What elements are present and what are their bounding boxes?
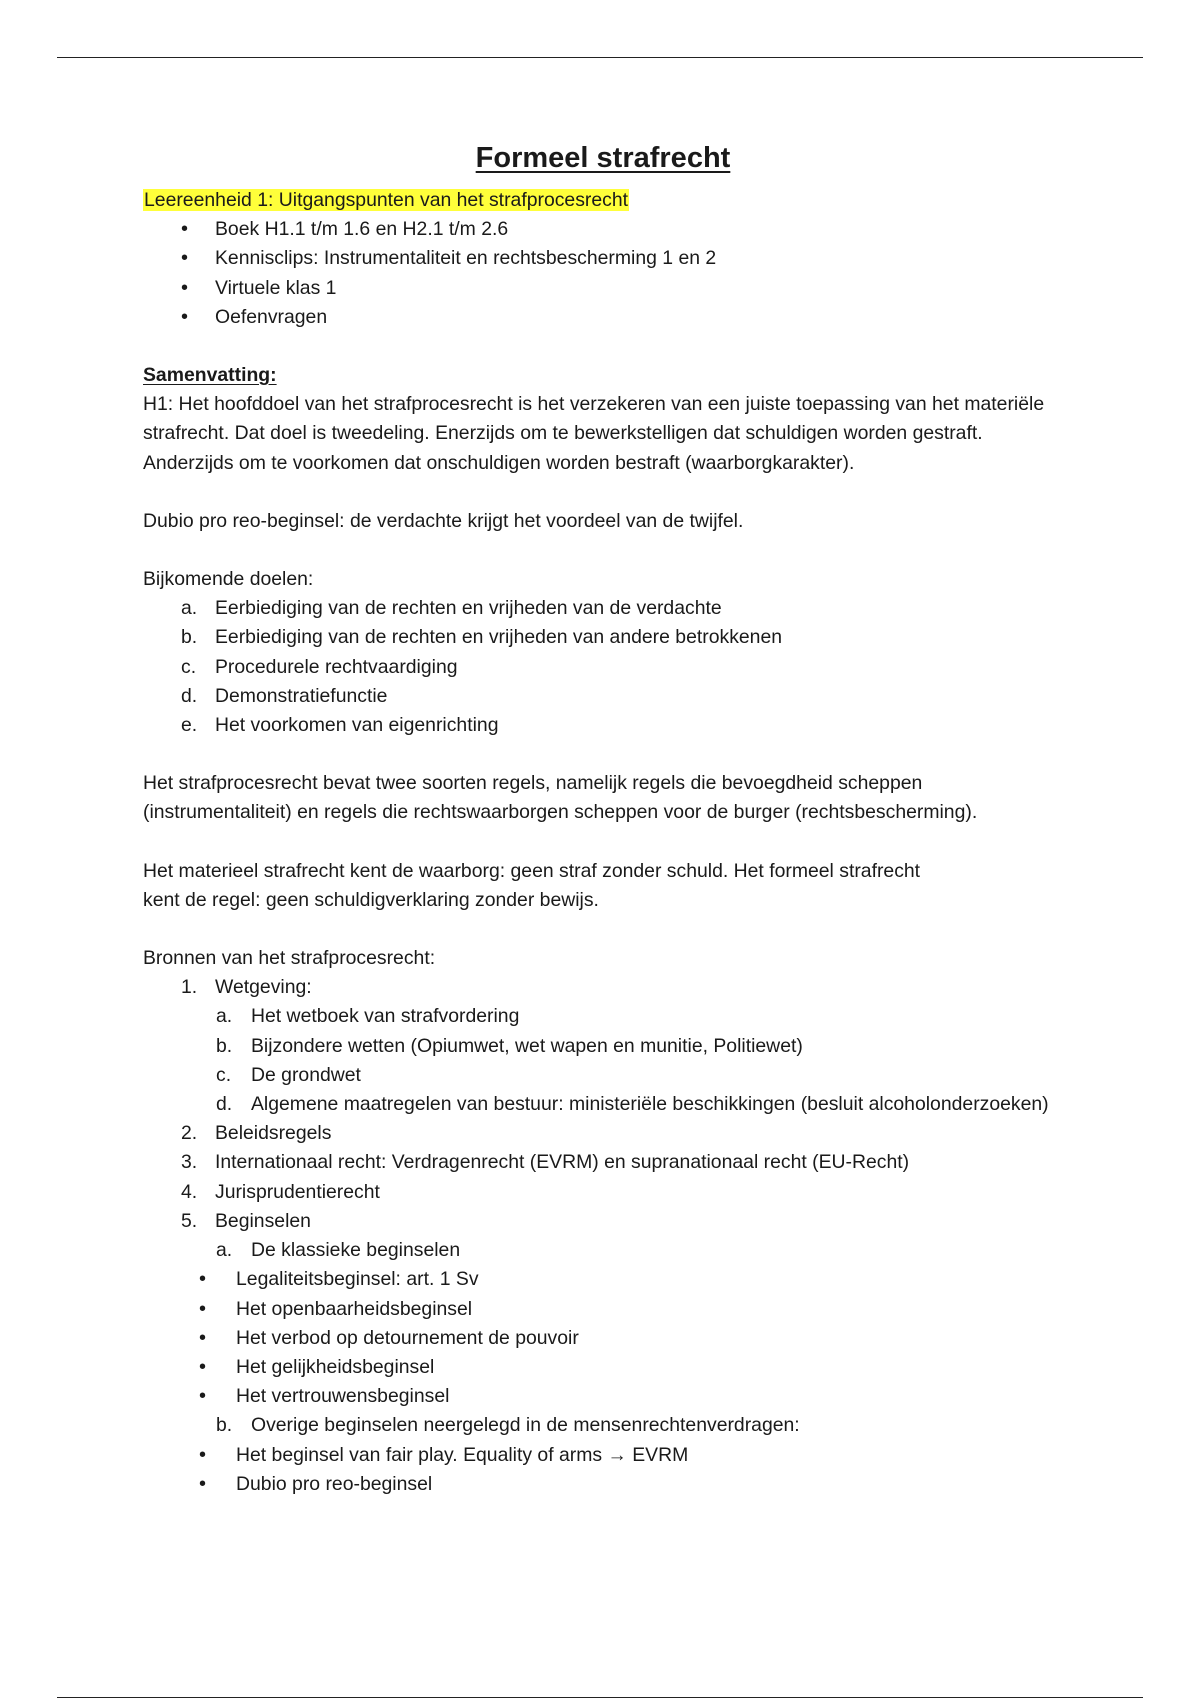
unit-heading-highlight: Leereenheid 1: Uitgangspunten van het strafprocesrecht [144, 189, 629, 211]
paragraph-main-goal: H1: Het hoofddoel van het strafprocesrecht is het verzekeren van een juiste toepassing van het materiële strafrecht. Dat doel is tweedeling. Enerzijds om te bewerkstelligen dat schuldigen worden gestraft. Anderzijds om te voorkomen dat onschuldigen worden bestraft (waarborgkarakter). [143, 393, 1045, 474]
list-item: • Boek H1.1 t/m 1.6 en H2.1 t/m 2.6 [143, 215, 1063, 244]
list-marker: a. [216, 1005, 233, 1028]
list-item [143, 1061, 1063, 1090]
list-item [143, 1324, 1063, 1353]
list-item-text: De klassieke beginselen [251, 1239, 461, 1262]
list-item [143, 1148, 1063, 1177]
list-item [143, 1411, 1063, 1440]
list-item-text: Het gelijkheidsbeginsel [236, 1355, 435, 1378]
list-item [143, 1295, 1063, 1324]
list-item-text: Het openbaarheidsbeginsel [236, 1297, 473, 1320]
bullet-icon: • [181, 276, 189, 299]
list-marker: a. [216, 1239, 233, 1262]
list-item [143, 973, 1063, 1002]
sources-heading: Bronnen van het strafprocesrecht: [143, 947, 436, 970]
list-item [143, 1207, 1063, 1236]
header-rule [57, 57, 1143, 58]
paragraph-waarborg: Het materieel strafrecht kent de waarborg: geen straf zonder schuld. Het formeel strafrecht kent de regel: geen schuldigverklaring zonder bewijs. [143, 859, 921, 911]
list-item-text: Algemene maatregelen van bestuur: ministeriële beschikkingen (besluit alcoholonderzoeken) [251, 1093, 1049, 1116]
list-item: • Virtuele klas 1 [143, 274, 1063, 303]
list-item [143, 1090, 1063, 1119]
bullet-icon: • [181, 305, 189, 328]
list-marker: 1. [181, 976, 198, 999]
bullet-icon: • [199, 1268, 207, 1291]
bullet-icon: • [199, 1472, 207, 1495]
list-item [143, 1441, 1063, 1470]
list-item [143, 1119, 1063, 1148]
list-item-text: Beginselen [215, 1209, 311, 1232]
list-item: b. Eerbiediging van de rechten en vrijheden van andere betrokkenen [181, 626, 783, 649]
list-marker: 3. [181, 1151, 198, 1174]
list-item [143, 1382, 1063, 1411]
bullet-icon: • [181, 218, 189, 241]
unit-items-list [143, 215, 1063, 332]
bullet-icon: • [199, 1443, 207, 1466]
list-item-text: De grondwet [251, 1063, 361, 1086]
paragraph-dubio: Dubio pro reo-beginsel: de verdachte krijgt het voordeel van de twijfel. [143, 509, 744, 532]
list-item-text: Het beginsel van fair play. Equality of arms → EVRM [236, 1443, 689, 1466]
bullet-icon: • [199, 1355, 207, 1378]
list-item-text: Overige beginselen neergelegd in de mensenrechtenverdragen: [251, 1414, 800, 1437]
list-item: e. Het voorkomen van eigenrichting [181, 714, 499, 737]
list-item: a. Eerbiediging van de rechten en vrijheden van de verdachte [181, 597, 722, 620]
sources-list [143, 973, 1063, 1499]
list-item [143, 1353, 1063, 1382]
unit-heading [143, 186, 1063, 215]
list-item [143, 1265, 1063, 1294]
list-item [143, 1002, 1063, 1031]
list-marker: d. [216, 1093, 233, 1116]
list-item: • Kennisclips: Instrumentaliteit en rechtsbescherming 1 en 2 [143, 244, 1063, 273]
list-marker: 2. [181, 1122, 198, 1145]
bullet-icon: • [199, 1326, 207, 1349]
bullet-icon: • [199, 1385, 207, 1408]
list-item-text: Legaliteitsbeginsel: art. 1 Sv [236, 1268, 479, 1291]
bullet-icon: • [181, 247, 189, 270]
document-page [143, 140, 1063, 1499]
list-item [143, 1470, 1063, 1499]
list-item-text: Het vertrouwensbeginsel [236, 1385, 450, 1408]
paragraph-rules: Het strafprocesrecht bevat twee soorten regels, namelijk regels die bevoegdheid scheppen (instrumentaliteit) en regels die rechtswaarborgen scheppen voor de burger (rechtsbescherming). [143, 772, 978, 824]
list-item-text: Het verbod op detournement de pouvoir [236, 1326, 579, 1349]
goals-heading: Bijkomende doelen: [143, 568, 314, 591]
list-item [143, 1178, 1063, 1207]
goals-list [143, 594, 1063, 740]
list-item-text: Internationaal recht: Verdragenrecht (EVRM) en supranationaal recht (EU-Recht) [215, 1151, 910, 1174]
list-item-text: Beleidsregels [215, 1122, 332, 1145]
list-marker: b. [216, 1414, 233, 1437]
list-marker: b. [216, 1034, 233, 1057]
list-item [143, 1032, 1063, 1061]
list-marker: 5. [181, 1209, 198, 1232]
list-item: c. Procedurele rechtvaardiging [181, 655, 458, 678]
list-item-text: Het wetboek van strafvordering [251, 1005, 520, 1028]
summary-heading: Samenvatting: [143, 364, 277, 387]
list-item: • Oefenvragen [143, 303, 1063, 332]
bullet-icon: • [199, 1297, 207, 1320]
footer-rule [57, 1697, 1143, 1698]
list-item-text: Jurisprudentierecht [215, 1180, 380, 1203]
list-item-text: Wetgeving: [215, 976, 312, 999]
list-marker: 4. [181, 1180, 198, 1203]
list-item-text: Bijzondere wetten (Opiumwet, wet wapen en munitie, Politiewet) [251, 1034, 803, 1057]
list-item-text: Dubio pro reo-beginsel [236, 1472, 433, 1495]
list-item: d. Demonstratiefunctie [181, 684, 388, 707]
list-marker: c. [216, 1063, 232, 1086]
document-title: Formeel strafrecht [475, 142, 731, 174]
list-item [143, 1236, 1063, 1265]
